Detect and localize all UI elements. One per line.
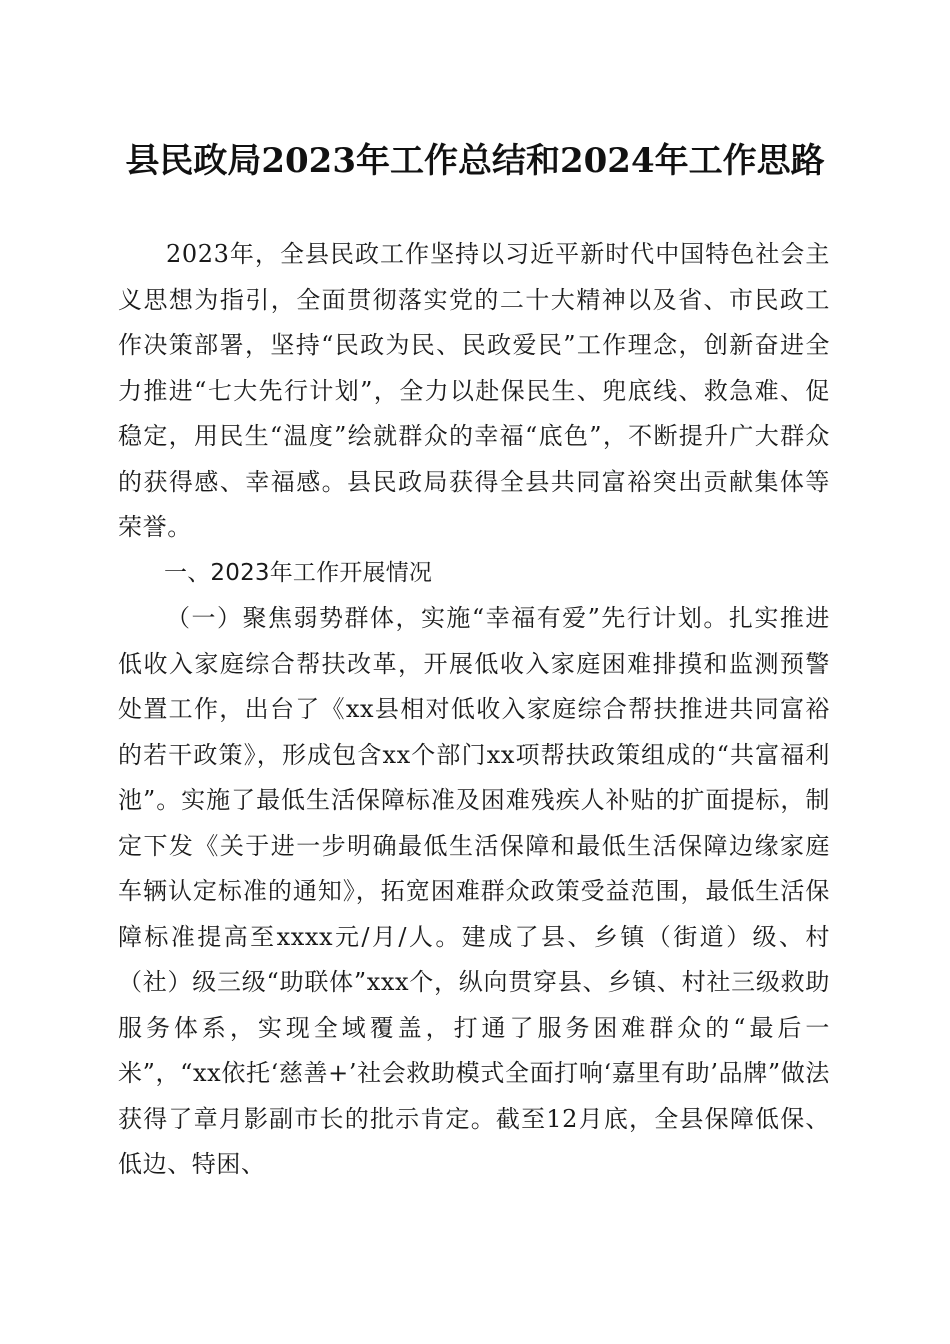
intro-paragraph: 2023年，全县民政工作坚持以习近平新时代中国特色社会主义思想为指引，全面贯彻落实党的二十大精神以及省、市民政工作决策部署，坚持“民政为民、民政爱民”工作理念，创新奋进全力推进“七大先行计划”，全力以赴保民生、兜底线、救急难、促稳定，用民生“温度”绘就群众的幸福“底色”，不断提升广大群众的获得感、幸福感。县民政局获得全县共同富裕突出贡献集体等荣誉。 <box>118 240 830 541</box>
section-heading: 一、2023年工作开展情况 <box>164 559 433 586</box>
document-body <box>118 232 830 1188</box>
subsection-paragraph: （一）聚焦弱势群体，实施“幸福有爱”先行计划。扎实推进低收入家庭综合帮扶改革，开展低收入家庭困难排摸和监测预警处置工作，出台了《xx县相对低收入家庭综合帮扶推进共同富裕的若干政策》，形成包含xx个部门xx项帮扶政策组成的“共富福利池”。实施了最低生活保障标准及困难残疾人补贴的扩面提标，制定下发《关于进一步明确最低生活保障和最低生活保障边缘家庭车辆认定标准的通知》，拓宽困难群众政策受益范围，最低生活保障标准提高至xxxx元/月/人。建成了县、乡镇（街道）级、村（社）级三级“助联体”xxx个，纵向贯穿县、乡镇、村社三级救助服务体系，实现全域覆盖，打通了服务困难群众的“最后一米”，“xx依托‘慈善+’社会救助模式全面打响‘嘉里有助’品牌”做法获得了章月影副市长的批示肯定。截至12月底，全县保障低保、低边、特困、 <box>118 604 830 1178</box>
document-title: 县民政局2023年工作总结和2024年工作思路 <box>125 141 825 181</box>
